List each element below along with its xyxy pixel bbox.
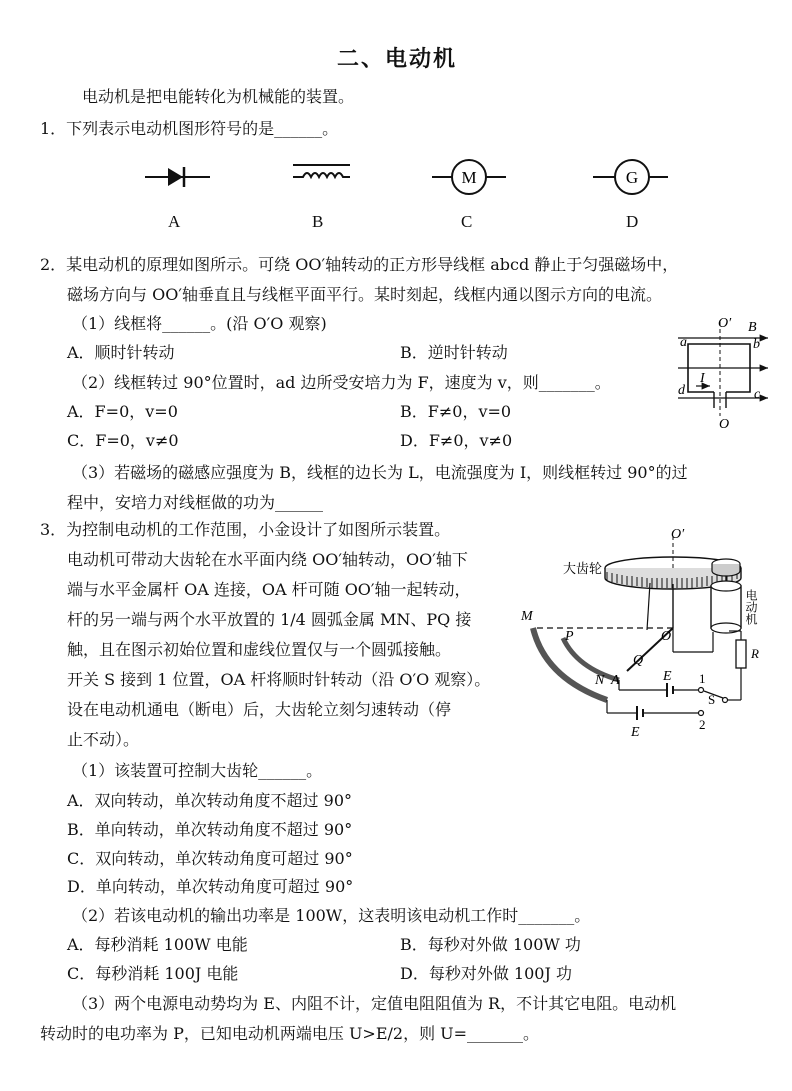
point-n: N: [595, 673, 605, 688]
q1-label-b: B: [312, 212, 324, 231]
switch-label: S: [708, 692, 716, 707]
q1-label-c: C: [461, 212, 473, 231]
q3-p1-option-a: A．双向转动，单次转动角度不超过 90°: [67, 791, 353, 810]
gear-label: 大齿轮: [563, 561, 603, 576]
q2-part3-line1: （3）若磁场的磁感应强度为 B，线框的边长为 L，电流强度为 I，则线框转过 90°的过: [72, 463, 688, 482]
q3-stem: 3．为控制电动机的工作范围，小金设计了如图所示装置。: [40, 520, 451, 539]
motor-cylinder: [711, 581, 741, 633]
q2-stem-line2: 磁场方向与 OO′轴垂直且与线框平面平行。某时刻起，线框内通以图示方向的电流。: [67, 285, 662, 304]
axis-bottom-label: O: [719, 417, 730, 432]
q3-p2-option-a: A．每秒消耗 100W 电能: [67, 935, 248, 954]
q1-label-a: A: [168, 212, 181, 231]
q1-stem: 1．下列表示电动机图形符号的是______。: [40, 119, 339, 138]
q3-axis-top-label: O′: [671, 528, 685, 542]
q3-p2-option-d: D．每秒对外做 100J 功: [400, 964, 572, 983]
generator-symbol-letter: G: [625, 168, 639, 187]
current-label: I: [700, 371, 705, 386]
q3-p2-option-b: B．每秒对外做 100W 功: [400, 935, 581, 954]
q3-p2-option-c: C．每秒消耗 100J 电能: [67, 964, 239, 983]
q3-text-line7: 止不动）。: [67, 730, 140, 749]
q3-text-line5: 开关 S 接到 1 位置，OA 杆将顺时针转动（沿 O′O 观察）。: [67, 670, 491, 689]
resistor-label: R: [751, 646, 759, 661]
inductor-icon: [293, 165, 350, 177]
switch-pos-2: 2: [699, 717, 706, 732]
battery-2-label: E: [631, 725, 640, 740]
corner-c: c: [754, 387, 761, 402]
point-p: P: [565, 629, 574, 644]
point-m: M: [521, 609, 533, 624]
q3-p1-option-c: C．双向转动，单次转动角度可超过 90°: [67, 849, 353, 868]
q3-part3-line1: （3）两个电源电动势均为 E、内阻不计，定值电阻阻值为 R，不计其它电阻。电动机: [72, 994, 677, 1013]
q2-p1-option-b: B．逆时针转动: [400, 343, 508, 362]
point-a: A: [611, 673, 620, 688]
q3-text-line4: 触，且在图示初始位置和虚线位置仅与一个圆弧接触。: [67, 640, 452, 659]
q3-part3-line2: 转动时的电功率为 P，已知电动机两端电压 U>E/2，则 U=_______。: [40, 1024, 540, 1043]
point-o: O: [661, 629, 672, 644]
q1-symbols: [130, 150, 690, 210]
q3-p1-option-d: D．单向转动，单次转动角度可超过 90°: [67, 877, 354, 896]
q2-part1: （1）线框将______。(沿 O′O 观察): [72, 314, 327, 333]
resistor-r: [736, 640, 746, 668]
q2-part2: （2）线框转过 90°位置时，ad 边所受安培力为 F，速度为 v，则_______。: [72, 373, 611, 392]
q3-part2: （2）若该电动机的输出功率是 100W，这表明该电动机工作时_______。: [72, 906, 591, 925]
page-title: 二、电动机: [337, 46, 458, 72]
q2-p2-option-b: B．F≠0，v=0: [400, 402, 512, 421]
switch-s: [723, 698, 728, 703]
q3-text-line3: 杆的另一端与两个水平放置的 1/4 圆弧金属 MN、PQ 接: [67, 610, 472, 629]
point-q: Q: [633, 653, 644, 668]
motor-symbol-letter: M: [461, 168, 477, 187]
q2-p2-option-d: D．F≠0，v≠0: [400, 431, 513, 450]
corner-d: d: [678, 383, 685, 398]
q3-p1-option-b: B．单向转动，单次转动角度不超过 90°: [67, 820, 353, 839]
battery-1-label: E: [663, 669, 672, 684]
corner-a: a: [680, 335, 687, 350]
q2-coil-figure: [670, 316, 775, 434]
q3-apparatus-figure: [515, 528, 775, 743]
diode-icon: [145, 167, 210, 187]
corner-b: b: [753, 337, 760, 352]
q1-label-d: D: [626, 212, 639, 231]
q2-p2-option-c: C．F=0，v≠0: [67, 431, 179, 450]
q3-text-line1: 电动机可带动大齿轮在水平面内绕 OO′轴转动，OO′轴下: [67, 550, 468, 569]
q2-p2-option-a: A．F=0，v=0: [67, 402, 178, 421]
q2-part3-line2: 程中，安培力对线框做的功为______: [67, 493, 324, 512]
intro-text: 电动机是把电能转化为机械能的装置。: [82, 87, 355, 106]
axis-top-label: O′: [718, 316, 732, 331]
q3-text-line2: 端与水平金属杆 OA 连接，OA 杆可随 OO′轴一起转动，: [67, 580, 471, 599]
field-label: B: [748, 320, 757, 335]
motor-label: 电动机: [744, 589, 758, 625]
small-gear: [712, 559, 740, 576]
q2-stem-line1: 2．某电动机的原理如图所示。可绕 OO′轴转动的正方形导线框 abcd 静止于匀强磁场中，: [40, 255, 679, 274]
q3-text-line6: 设在电动机通电（断电）后，大齿轮立刻匀速转动（停: [67, 700, 452, 719]
switch-pos-1: 1: [699, 671, 706, 686]
q3-part1: （1）该装置可控制大齿轮______。: [72, 761, 323, 780]
q2-p1-option-a: A．顺时针转动: [67, 343, 175, 362]
